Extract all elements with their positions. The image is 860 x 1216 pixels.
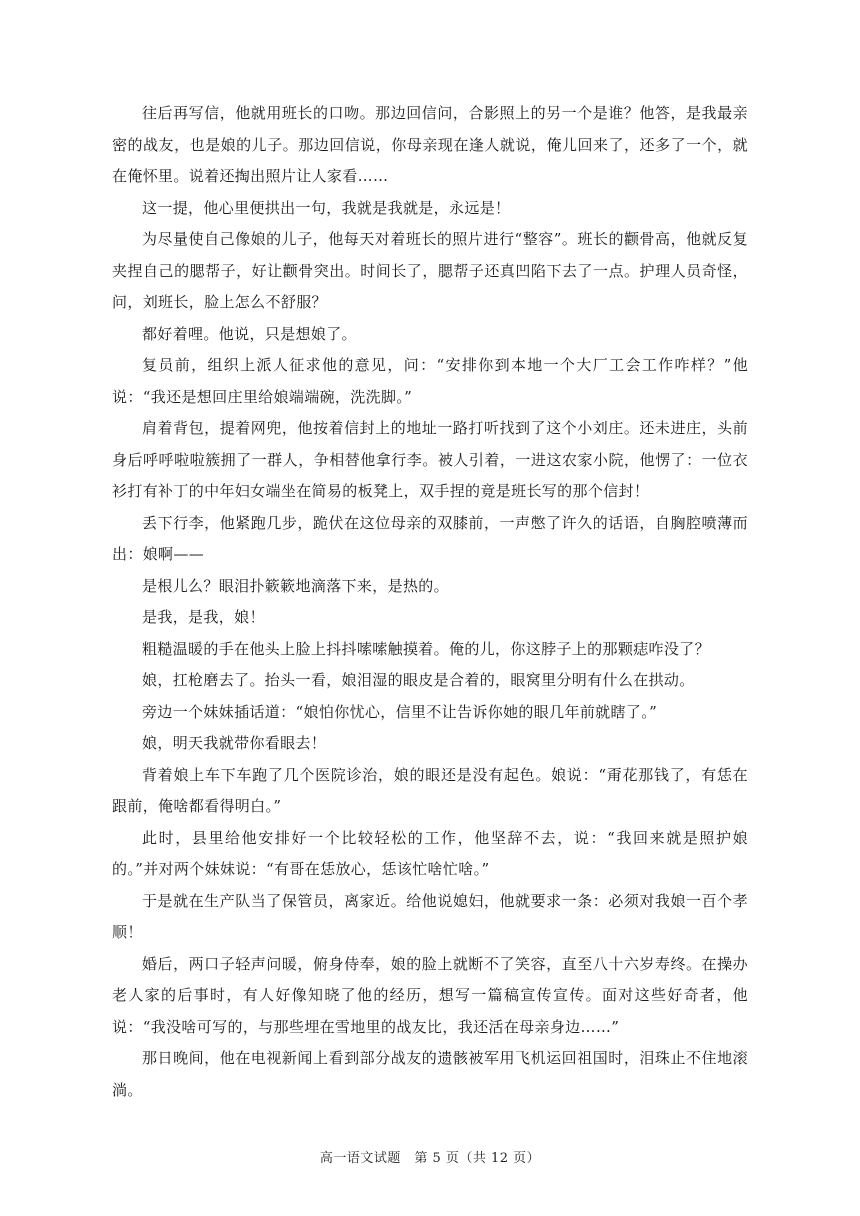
paragraph: 旁边一个妹妹插话道：“娘怕你忧心，信里不让告诉你她的眼几年前就瞎了。” <box>142 702 658 721</box>
paragraph: 这一提，他心里便拱出一句，我就是我就是，永远是！ <box>142 198 511 217</box>
paragraph: 婚后，两口子轻声问暖，俯身侍奉，娘的脸上就断不了笑容，直至八十六岁寿终。在操办老人家的后事时，有人好像知晓了他的经历，想写一篇稿宣传宣传。面对这些好奇者，他说：“我没啥可写的，与那些埋在雪地里的战友比，我还活在母亲身边……” <box>112 954 748 1036</box>
paragraph: 肩着背包，提着网兜，他按着信封上的地址一路打听找到了这个小刘庄。还未进庄，头前身后呼呼啦啦簇拥了一群人，争相替他拿行李。被人引着，一进这农家小院，他愣了：一位衣衫打有补丁的中年妇女端坐在简易的板凳上，双手捏的竟是班长写的那个信封！ <box>112 419 748 500</box>
paragraph: 往后再写信，他就用班长的口吻。那边回信问，合影照上的另一个是谁？他答，是我最亲密的战友，也是娘的儿子。那边回信说，你母亲现在逢人就说，俺儿回来了，还多了一个，就在俺怀里。说着还掏出照片让人家看…… <box>112 104 748 185</box>
paragraph: 丢下行李，他紧跑几步，跪伏在这位母亲的双膝前，一声憋了许久的话语，自胸腔喷薄而出：娘啊—— <box>112 513 748 563</box>
page-footer: 高一语文试题 第 5 页（共 12 页） <box>319 1151 541 1166</box>
paragraph: 此时，县里给他安排好一个比较轻松的工作，他坚辞不去，说：“我回来就是照护娘的。”并对两个妹妹说：“有哥在恁放心，恁该忙啥忙啥。” <box>112 828 748 878</box>
document-body <box>112 98 748 1106</box>
paragraph: 娘，扛枪磨去了。抬头一看，娘泪湿的眼皮是合着的，眼窝里分明有什么在拱动。 <box>142 671 695 689</box>
paragraph: 是根儿么？眼泪扑簌簌地滴落下来，是热的。 <box>142 576 450 595</box>
paragraph: 为尽量使自己像娘的儿子，他每天对着班长的照片进行“整容”。班长的颧骨高，他就反复夹捏自己的腮帮子，好让颧骨突出。时间长了，腮帮子还真凹陷下去了一点。护理人员奇怪，问，刘班长，脸上怎么不舒服？ <box>112 230 748 311</box>
paragraph: 粗糙温暖的手在他头上脸上抖抖嗦嗦触摸着。俺的儿，你这脖子上的那颗痣咋没了？ <box>142 639 710 658</box>
paragraph: 那日晚间，他在电视新闻上看到部分战友的遗骸被军用飞机运回祖国时，泪珠止不住地滚淌。 <box>112 1049 748 1099</box>
paragraph: 都好着哩。他说，只是想娘了。 <box>142 324 357 343</box>
paragraph: 是我，是我，娘！ <box>142 608 265 626</box>
paragraph: 娘，明天我就带你看眼去！ <box>142 734 327 752</box>
paragraph: 背着娘上车下车跑了几个医院诊治，娘的眼还是没有起色。娘说：“甭花那钱了，有恁在跟前，俺啥都看得明白。” <box>112 765 748 815</box>
paragraph: 复员前，组织上派人征求他的意见，问：“安排你到本地一个大厂工会工作咋样？”他说：“我还是想回庄里给娘端端碗，洗洗脚。” <box>112 356 748 406</box>
paragraph: 于是就在生产队当了保管员，离家近。给他说媳妇，他就要求一条：必须对我娘一百个孝顺！ <box>112 891 748 941</box>
